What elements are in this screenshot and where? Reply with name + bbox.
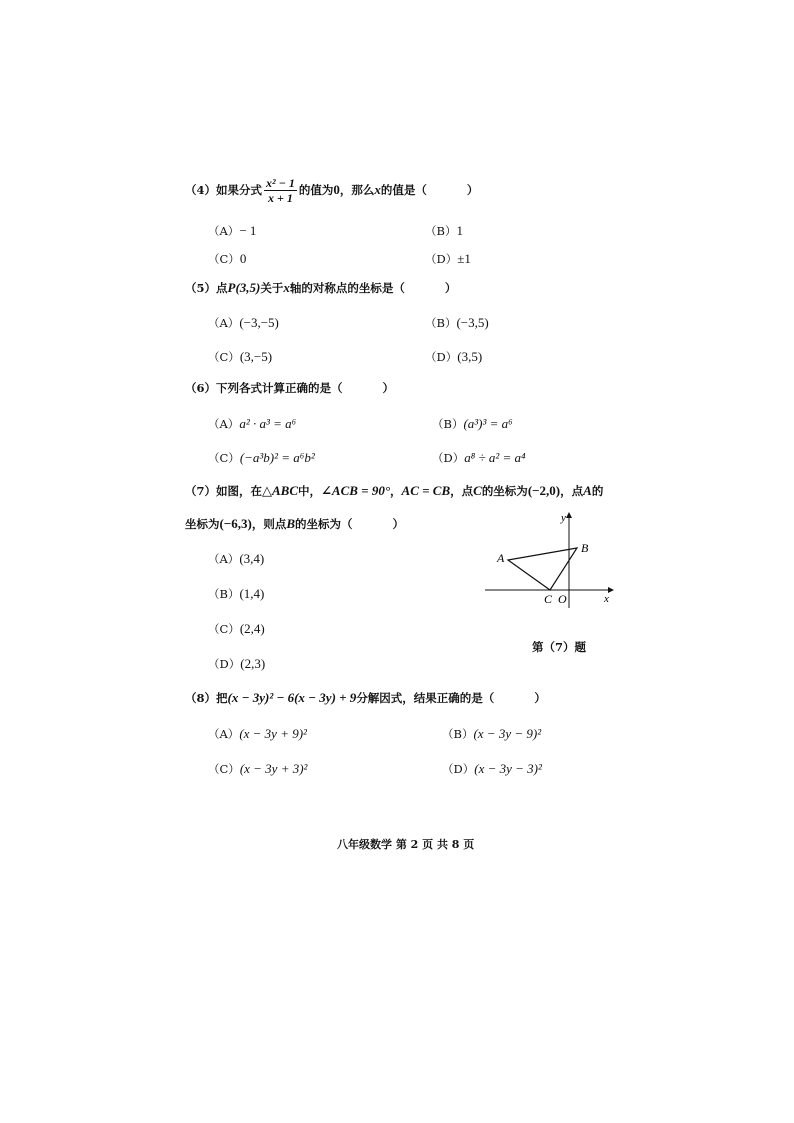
q4-option-c[interactable]: （C）0 [208, 251, 247, 266]
q5-option-b[interactable]: （B）(−3,5) [425, 315, 489, 330]
q6-option-c[interactable]: （C）(−a³b)² = a⁶b² [208, 450, 315, 465]
q7-option-c[interactable]: （C）(2,4) [208, 621, 265, 636]
page-footer: 八年级数学 第 2 页 共 8 页 [337, 838, 475, 851]
q8-option-a[interactable]: （A）(x − 3y + 9)² [208, 726, 307, 741]
q6-option-d[interactable]: （D）a⁸ ÷ a² = a⁴ [432, 450, 526, 465]
q4-option-a[interactable]: （A）− 1 [208, 223, 257, 238]
y-axis-arrow [566, 512, 572, 518]
q8-number: （8） [185, 691, 217, 705]
q8-option-c[interactable]: （C）(x − 3y + 3)² [208, 761, 308, 776]
label-a: A [497, 551, 505, 565]
label-o: O [558, 592, 567, 606]
label-x: x [604, 593, 609, 605]
q7-option-b[interactable]: （B）(1,4) [208, 586, 265, 601]
q6-stem: （6）下列各式计算正确的是（ ） [185, 381, 395, 395]
q5-stem: （5）点P(3,5)关于x轴的对称点的坐标是（ ） [185, 280, 457, 295]
q6-number: （6） [185, 381, 217, 395]
q5-option-d[interactable]: （D）(3,5) [425, 349, 483, 364]
x-axis-arrow [608, 587, 614, 593]
q8-option-d[interactable]: （D）(x − 3y − 3)² [442, 761, 542, 776]
q7-stem-line1: （7）如图，在△ABC中，∠ACB = 90°，AC = CB，点C的坐标为(−2,0)，点A的 [185, 483, 604, 498]
q7-stem-line2: 坐标为(−6,3)，则点B的坐标为（ ） [185, 516, 404, 531]
q4-fraction: $\frac{\text{x² − 1}}{x + 1}$ [266, 176, 295, 206]
q8-stem: （8）把(x − 3y)² − 6(x − 3y) + 9分解因式，结果正确的是（ ） [185, 690, 546, 705]
q7-option-d[interactable]: （D）(2,3) [208, 656, 266, 671]
q6-option-b[interactable]: （B）(a³)³ = a⁶ [432, 416, 513, 431]
q7-figure [480, 508, 620, 608]
q7-option-a[interactable]: （A）(3,4) [208, 551, 265, 566]
q7-number: （7） [185, 484, 217, 498]
q6-option-a[interactable]: （A）a² · a³ = a⁶ [208, 416, 297, 431]
q4-number: （4） [185, 182, 217, 197]
q5-option-a[interactable]: （A）(−3,−5) [208, 315, 279, 330]
q7-figure-caption: 第（7）题 [532, 640, 587, 654]
label-b: B [581, 541, 589, 555]
q5-option-c[interactable]: （C）(3,−5) [208, 349, 273, 364]
label-c: C [544, 592, 553, 606]
q4-stem: （4）如果分式 $\frac{\text{x² − 1}}{x + 1}$ 的值为0，那么x的值是（ ） [185, 176, 479, 206]
q4-option-b[interactable]: （B）1 [425, 223, 463, 238]
q4-option-d[interactable]: （D）±1 [425, 251, 471, 266]
label-y: y [561, 512, 566, 524]
q5-number: （5） [185, 281, 217, 295]
q8-option-b[interactable]: （B）(x − 3y − 9)² [442, 726, 542, 741]
triangle-abc [508, 548, 577, 590]
